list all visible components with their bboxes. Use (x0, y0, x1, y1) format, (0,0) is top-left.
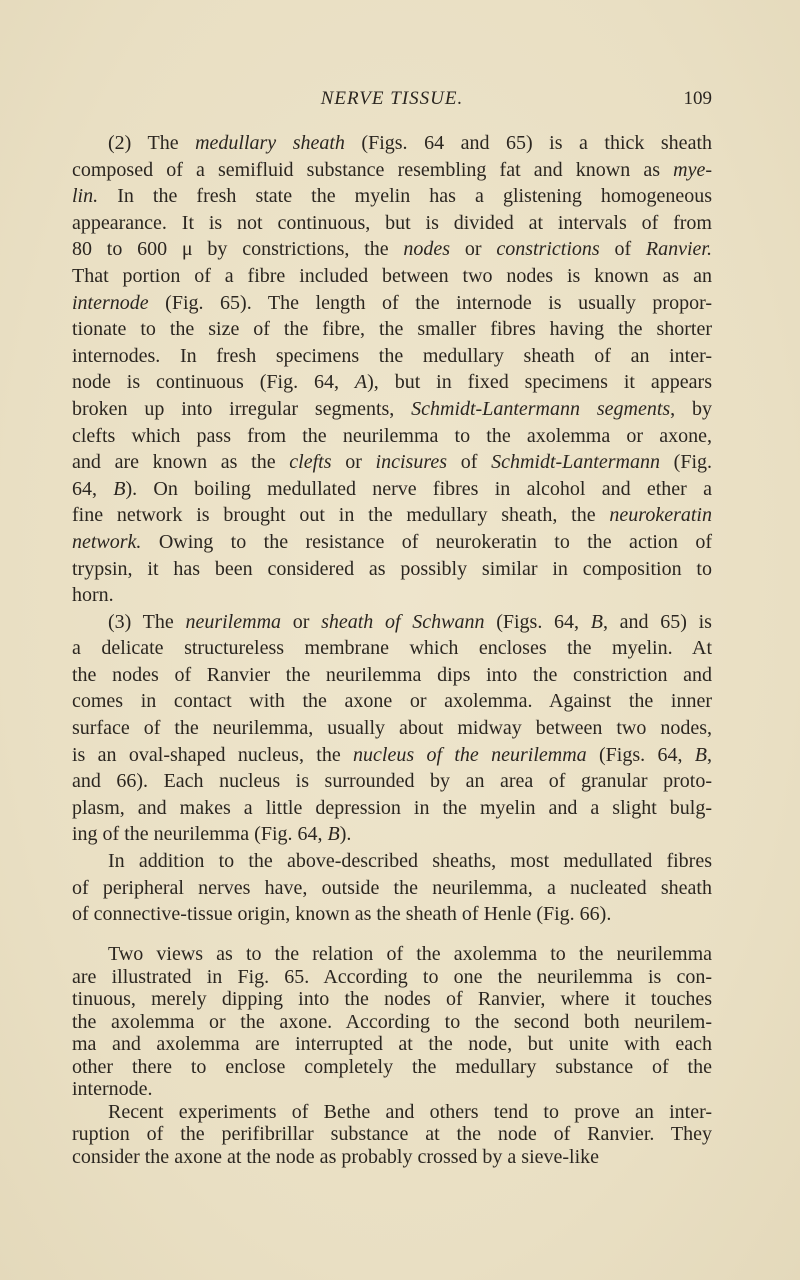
text-run: surface of the neurilemma, usually about midway between two nodes, (72, 717, 712, 740)
text-line (72, 130, 712, 157)
text-run: ruption of the perifibrillar substance at the node of Ranvier. They (72, 1123, 712, 1145)
italic-term: Ranvier. (645, 238, 712, 261)
italic-term: Schmidt-Lantermann (491, 451, 660, 474)
text-line (72, 556, 712, 583)
italic-term: network. (72, 530, 142, 553)
text-run: of (447, 451, 492, 474)
text-run: and are known as the (72, 451, 290, 474)
text-run: of peripheral nerves have, outside the neurilemma, a nucleated sheath (72, 876, 712, 899)
italic-term: neurokeratin (609, 504, 712, 527)
text-line (72, 742, 712, 769)
text-line (72, 768, 712, 795)
text-run: (2) The (108, 132, 196, 154)
text-run: or (331, 451, 376, 474)
paragraph (72, 848, 712, 928)
page-header (72, 88, 712, 116)
paragraph (72, 943, 712, 1101)
text-line (72, 795, 712, 822)
text-run: Recent experiments of Bethe and others tend to prove an inter- (108, 1100, 712, 1123)
text-run: , by (670, 397, 713, 420)
italic-term: lin. (72, 185, 99, 208)
text-line (72, 369, 712, 396)
text-line (72, 396, 712, 423)
text-line (72, 1146, 712, 1169)
text-run: tionate to the size of the fibre, the smaller fibres having the shorter (72, 318, 712, 341)
text-run: internodes. In fresh specimens the medullary sheath of an inter- (72, 344, 712, 367)
text-run: internode. (72, 1078, 153, 1100)
paragraph (72, 1101, 712, 1169)
text-run: (Figs. 64, (484, 610, 591, 633)
italic-term: constrictions (496, 238, 600, 261)
text-line (72, 423, 712, 450)
text-line (72, 1101, 712, 1124)
text-line (72, 210, 712, 237)
text-run: (Figs. 64, (586, 743, 695, 766)
text-run: ). (339, 823, 352, 846)
text-line (72, 821, 712, 848)
text-line (72, 582, 712, 609)
text-run: trypsin, it has been considered as possibly similar in composition to (72, 557, 712, 580)
text-line (72, 183, 712, 210)
text-run: In the fresh state the myelin has a glistening homogeneous (98, 185, 712, 208)
italic-term: nodes (403, 238, 451, 261)
text-run: In addition to the above-described sheaths, most medullated fibres (108, 850, 712, 873)
text-line (72, 715, 712, 742)
text-run: Two views as to the relation of the axolemma to the neurilemma (108, 943, 712, 965)
text-line (72, 966, 712, 989)
text-line (72, 875, 712, 902)
paragraph (72, 609, 712, 848)
text-run: (Fig. 65). The length of the internode is usually propor- (148, 291, 712, 314)
text-line (72, 1078, 712, 1101)
italic-term: B (590, 610, 603, 633)
paragraph (72, 130, 712, 609)
text-line (72, 502, 712, 529)
text-run: plasm, and makes a little depression in the myelin and a slight bulg- (72, 796, 712, 819)
text-line (72, 449, 712, 476)
text-run: Owing to the resistance of neurokeratin to the action of (141, 530, 712, 553)
page-number: 109 (683, 88, 712, 109)
text-line (72, 290, 712, 317)
text-line (72, 609, 712, 636)
italic-term: clefts (289, 451, 332, 474)
text-run: of connective-tissue origin, known as the sheath of Henle (Fig. 66). (72, 903, 612, 926)
italic-term: neurilemma (185, 610, 282, 633)
text-run: , and 65) is (602, 610, 712, 633)
italic-term: incisures (375, 451, 448, 474)
text-line (72, 848, 712, 875)
text-run: (Fig. (659, 451, 712, 474)
text-run: fine network is brought out in the medullary sheath, the (72, 504, 610, 527)
italic-term: sheath of Schwann (321, 610, 485, 633)
text-run: , (707, 743, 713, 766)
text-run: ma and axolemma are interrupted at the node, but unite with each (72, 1033, 712, 1055)
text-run: That portion of a fibre included between two nodes is known as an (72, 264, 712, 287)
text-block-axolemma-views (72, 943, 712, 1168)
text-run: and 66). Each nucleus is surrounded by an area of granular proto- (72, 770, 712, 793)
text-line (72, 263, 712, 290)
text-run: or (281, 610, 322, 633)
text-run: or (450, 238, 497, 261)
text-line (72, 1123, 712, 1146)
text-line (72, 236, 712, 263)
text-line (72, 529, 712, 556)
text-run: the axolemma or the axone. According to the second both neurilem- (72, 1010, 712, 1033)
italic-term: A (354, 371, 368, 394)
text-run: is an oval-shaped nucleus, the (72, 743, 354, 766)
italic-term: medullary sheath (195, 132, 345, 154)
text-line (72, 157, 712, 184)
text-run: appearance. It is not continuous, but is divided at intervals of from (72, 211, 712, 234)
text-run: composed of a semifluid substance resembling fat and known as (72, 158, 674, 181)
text-line (72, 688, 712, 715)
text-run: the nodes of Ranvier the neurilemma dips into the constriction and (72, 663, 712, 686)
text-line (72, 901, 712, 928)
italic-term: Schmidt-Lantermann segments (411, 397, 671, 420)
italic-term: nucleus of the neurilemma (353, 743, 587, 766)
text-line (72, 943, 712, 966)
text-run: other there to enclose completely the medullary substance of the (72, 1055, 712, 1078)
text-run: ). On boiling medullated nerve fibres in alcohol and ether a (125, 477, 713, 500)
text-line (72, 343, 712, 370)
italic-term: B (694, 743, 708, 766)
text-run: ing of the neurilemma (Fig. 64, (72, 823, 328, 846)
italic-term: internode (72, 291, 149, 314)
text-run: a delicate structureless membrane which encloses the myelin. At (72, 637, 712, 660)
italic-term: mye- (673, 158, 712, 181)
text-line (72, 1056, 712, 1079)
text-run: broken up into irregular segments, (72, 397, 412, 420)
text-run: horn. (72, 584, 114, 607)
text-run: (Figs. 64 and 65) is a thick sheath (344, 132, 712, 154)
text-run: node is continuous (Fig. 64, (72, 371, 355, 394)
text-run: 64, (72, 477, 114, 500)
text-line (72, 635, 712, 662)
text-line (72, 662, 712, 689)
text-run: (3) The (108, 610, 186, 633)
text-line (72, 1011, 712, 1034)
text-run: ), but in fixed specimens it appears (367, 371, 712, 394)
running-title: NERVE TISSUE. (320, 88, 464, 109)
text-run: tinuous, merely dipping into the nodes of Ranvier, where it touches (72, 988, 712, 1010)
text-line (72, 988, 712, 1011)
text-run: clefts which pass from the neurilemma to the axolemma or axone, (72, 424, 712, 447)
text-run: comes in contact with the axone or axolemma. Against the inner (72, 690, 712, 713)
text-block-sheaths (72, 130, 712, 928)
italic-term: B (113, 477, 126, 500)
text-run: are illustrated in Fig. 65. According to one the neurilemma is con- (72, 965, 712, 988)
text-line (72, 316, 712, 343)
text-line (72, 476, 712, 503)
text-run: of (599, 238, 646, 261)
italic-term: B (327, 823, 340, 846)
text-run: consider the axone at the node as probably crossed by a sieve-like (72, 1145, 600, 1168)
text-run: 80 to 600 μ by constrictions, the (72, 238, 404, 261)
text-line (72, 1033, 712, 1056)
